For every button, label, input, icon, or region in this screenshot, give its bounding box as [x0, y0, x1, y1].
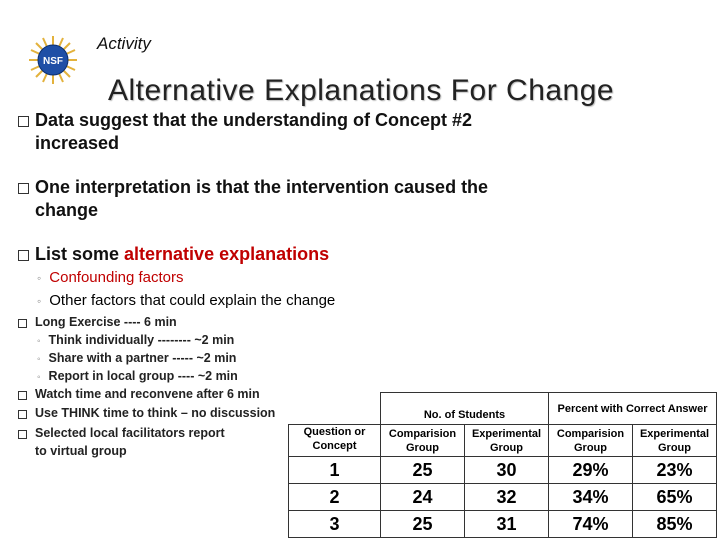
table-cell: 1 — [289, 457, 381, 484]
activity-label: Activity — [97, 34, 151, 53]
table-cell: 25 — [381, 457, 465, 484]
header-students: No. of Students — [381, 393, 549, 425]
bullet-box-icon — [18, 391, 27, 400]
exercise-item-3-line2: to virtual group — [35, 444, 127, 458]
header-question: Question or Concept — [289, 425, 381, 457]
table-cell: 85% — [633, 511, 717, 538]
exercise-step-3-text: Report in local group ---- ~2 min — [48, 369, 238, 383]
table-cell: 3 — [289, 511, 381, 538]
header-percent: Percent with Correct Answer — [549, 393, 717, 425]
table-header-row — [289, 393, 717, 425]
table-cell: 65% — [633, 484, 717, 511]
exercise-step-1-text: Think individually -------- ~2 min — [48, 333, 235, 347]
table-row — [289, 511, 717, 538]
table-cell: 29% — [549, 457, 633, 484]
bullet-box-icon — [18, 430, 27, 439]
bullet-box-icon — [18, 116, 29, 127]
exercise-title: Long Exercise ---- 6 min — [35, 315, 177, 329]
nsf-logo — [28, 35, 78, 85]
svg-text:NSF: NSF — [43, 56, 63, 67]
bullet-2 — [35, 176, 488, 222]
table-cell: 24 — [381, 484, 465, 511]
bullet-1 — [35, 109, 472, 155]
subheader-cell: Comparision Group — [381, 425, 465, 457]
bullet-3-highlight: alternative explanations — [124, 244, 330, 264]
table-cell: 32 — [465, 484, 549, 511]
table-cell: 23% — [633, 457, 717, 484]
nsf-logo-icon — [28, 35, 78, 85]
subheader-cell: Experimental Group — [633, 425, 717, 457]
exercise-step-2 — [37, 349, 236, 369]
sub-bullet-icon: ◦ — [37, 271, 42, 285]
sub-bullet-icon: ◦ — [37, 372, 41, 383]
subheader-cell: Comparision Group — [549, 425, 633, 457]
bullet-3 — [35, 243, 329, 266]
sub-bullet-2 — [37, 291, 335, 311]
bullet-1-line2: increased — [35, 133, 120, 153]
table-corner — [289, 393, 381, 425]
bullet-box-icon — [18, 319, 27, 328]
table-cell: 30 — [465, 457, 549, 484]
exercise-item-2: Use THINK time to think – no discussion — [35, 406, 276, 420]
table-cell: 34% — [549, 484, 633, 511]
table-cell: 74% — [549, 511, 633, 538]
sub-bullet-1-text: Confounding factors — [49, 269, 184, 286]
bullet-box-icon — [18, 250, 29, 261]
exercise-item-3-line1: Selected local facilitators report — [35, 426, 225, 440]
exercise-step-1 — [37, 331, 234, 351]
table-row — [289, 457, 717, 484]
sub-bullet-icon: ◦ — [37, 294, 42, 308]
exercise-item-1: Watch time and reconvene after 6 min — [35, 387, 260, 401]
page-title: Alternative Explanations For Change — [108, 74, 615, 107]
table-subheader-row — [289, 425, 717, 457]
table-cell: 2 — [289, 484, 381, 511]
sub-bullet-icon: ◦ — [37, 336, 41, 347]
bullet-2-line1: One interpretation is that the intervention caused the — [35, 177, 489, 197]
table-cell: 31 — [465, 511, 549, 538]
exercise-item-3 — [35, 424, 225, 460]
exercise-step-3 — [37, 367, 238, 387]
bullet-box-icon — [18, 410, 27, 419]
sub-bullet-1 — [37, 268, 184, 288]
sub-bullet-icon: ◦ — [37, 354, 41, 365]
subheader-cell: Experimental Group — [465, 425, 549, 457]
table-row — [289, 484, 717, 511]
bullet-3-prefix: List some — [35, 244, 125, 264]
results-table — [288, 392, 717, 538]
sub-bullet-2-text: Other factors that could explain the change — [49, 292, 336, 309]
bullet-2-line2: change — [35, 200, 99, 220]
exercise-step-2-text: Share with a partner ----- ~2 min — [48, 351, 237, 365]
bullet-1-line1: Data suggest that the understanding of Concept #2 — [35, 110, 473, 130]
table-cell: 25 — [381, 511, 465, 538]
bullet-box-icon — [18, 183, 29, 194]
